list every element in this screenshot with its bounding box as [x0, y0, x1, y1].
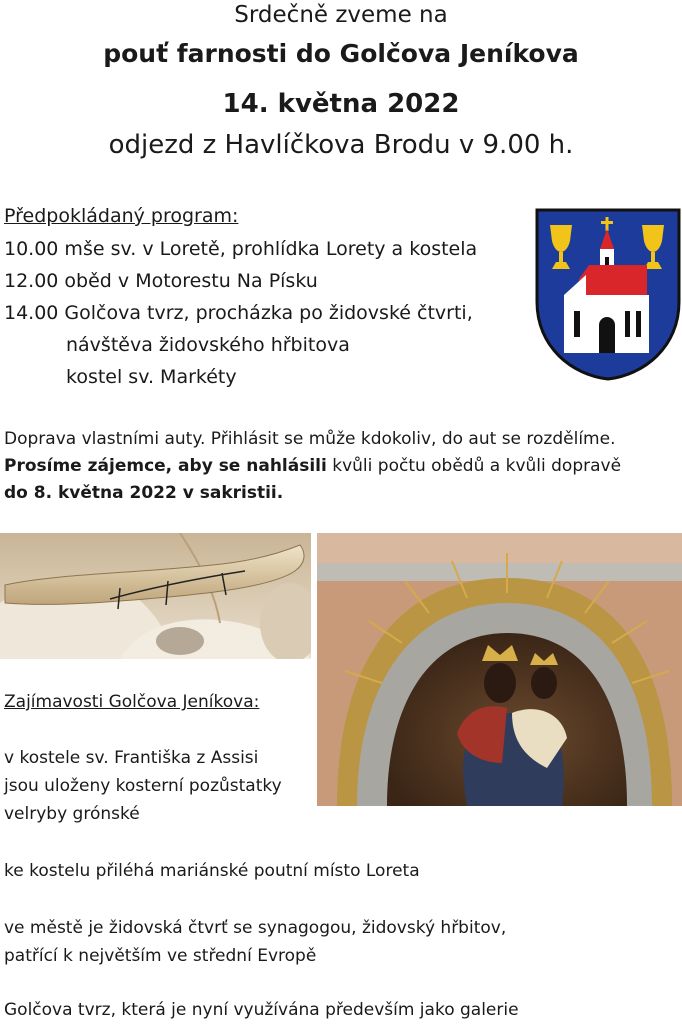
sights-item: Golčova tvrz, která je nyní využívána především jako galerie: [4, 1000, 519, 1020]
departure-info: odjezd z Havlíčkova Brodu v 9.00 h.: [108, 130, 574, 160]
transport-info: Doprava vlastními auty. Přihlásit se může kdokoliv, do aut se rozdělíme.: [4, 429, 616, 449]
program-item: 12.00 oběd v Motorestu Na Písku: [4, 270, 318, 292]
program-item: 14.00 Golčova tvrz, procházka po židovské čtvrti,: [4, 302, 473, 324]
invitation-line: Srdečně zveme na: [234, 2, 448, 28]
sights-item: ke kostelu přiléhá mariánské poutní místo Loreta: [4, 861, 420, 881]
sights-item: ve městě je židovská čtvrť se synagogou, židovský hřbitov,: [4, 918, 507, 938]
registration-text: kvůli počtu obědů a kvůli dopravě: [326, 456, 622, 476]
program-item: 10.00 mše sv. v Loretě, prohlídka Lorety a kostela: [4, 238, 478, 260]
sights-item: velryby grónské: [4, 804, 140, 824]
sights-item: v kostele sv. Františka z Assisi: [4, 748, 259, 768]
whale-skeleton-photo: [0, 533, 311, 659]
program-item: návštěva židovského hřbitova: [66, 334, 350, 356]
event-title: pouť farnosti do Golčova Jeníkova: [103, 39, 579, 68]
event-date: 14. května 2022: [222, 89, 460, 119]
registration-emphasis: Prosíme zájemce, aby se nahlásili: [4, 456, 327, 476]
sights-heading: Zajímavosti Golčova Jeníkova:: [4, 692, 260, 712]
program-heading: Předpokládaný program:: [4, 205, 239, 227]
sights-item: jsou uloženy kosterní pozůstatky: [4, 776, 282, 796]
coat-of-arms-icon: [534, 207, 682, 382]
registration-info: [4, 456, 621, 476]
sights-item: patřící k největším ve střední Evropě: [4, 946, 317, 966]
program-item: kostel sv. Markéty: [66, 366, 237, 388]
loreto-madonna-photo: [317, 533, 682, 806]
registration-deadline: do 8. května 2022 v sakristii.: [4, 483, 284, 503]
